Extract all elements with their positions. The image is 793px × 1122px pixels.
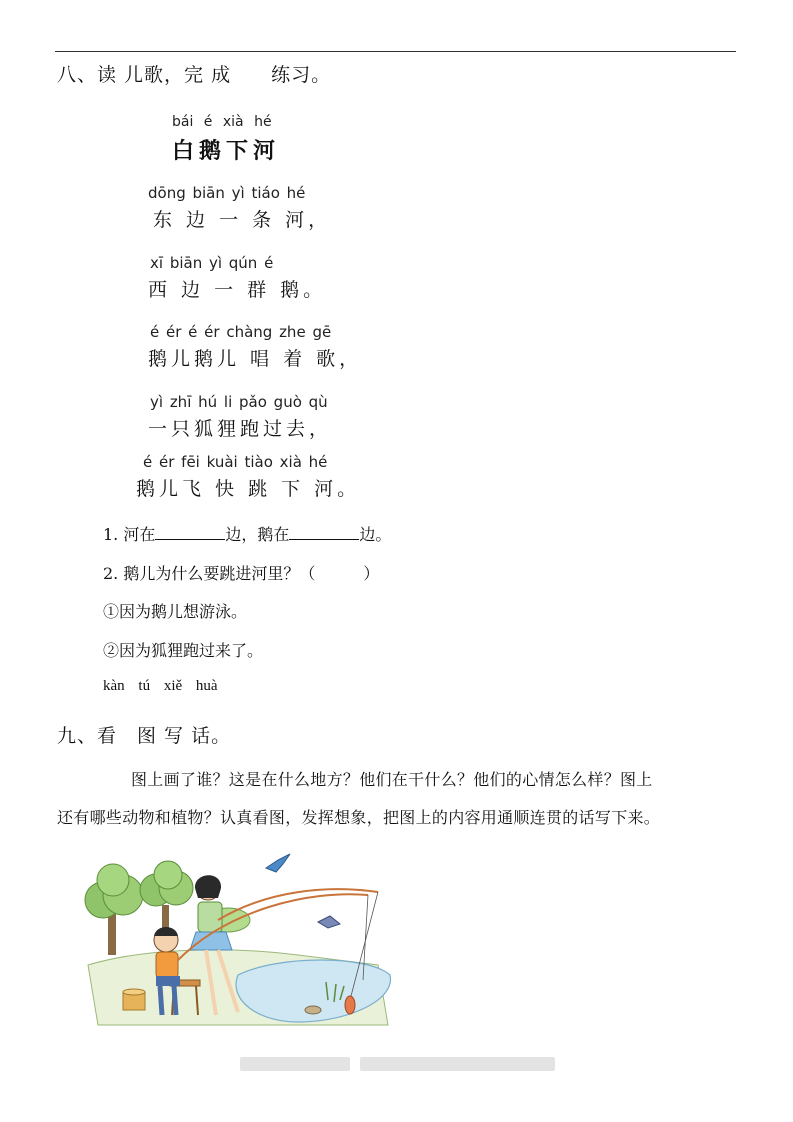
poem-line-2-pinyin: xī biān yì qún é (150, 254, 274, 272)
footer-watermark (240, 1057, 350, 1071)
question-1 (103, 522, 391, 545)
instruction-line-2: 还有哪些动物和植物？认真看图，发挥想象，把图上的内容用通顺连贯的话写下来。 (57, 808, 661, 827)
poem-line-4: 一只狐狸跑过去， (148, 418, 333, 440)
poem-title-pinyin: bái é xià hé (172, 114, 272, 130)
bird-icon (266, 854, 290, 872)
poem-line-5: 鹅儿飞 快 跳 下 河。 (136, 478, 361, 500)
question-2-text: 2. 鹅儿为什么要跳进河里？（ (103, 564, 316, 583)
section-9-pinyin: kàn tú xiě huà (103, 678, 218, 694)
poem-line-1: 东 边 一 条 河， (153, 209, 332, 231)
poem-line-2: 西 边 一 群 鹅。 (148, 279, 327, 301)
footer-watermark (360, 1057, 555, 1071)
poem-line-5-pinyin: é ér fēi kuài tiào xià hé (143, 453, 328, 471)
question-2 (103, 561, 379, 584)
poem-line-1-pinyin: dōng biān yì tiáo hé (148, 184, 306, 202)
question-1-part-a: 1. 河在 (103, 525, 156, 544)
question-2-end: ） (363, 564, 380, 583)
answer-blank-1[interactable] (155, 525, 225, 540)
poem-line-3: 鹅儿鹅儿 唱 着 歌， (148, 348, 363, 370)
section-9-heading: 九、看 图 写 话。 (57, 725, 232, 747)
option-2: ②因为狐狸跑过来了。 (103, 641, 264, 660)
tree-left (85, 864, 143, 955)
poem-line-4-pinyin: yì zhī hú li pǎo guò qù (150, 393, 328, 411)
top-rule (55, 51, 736, 52)
answer-blank-2[interactable] (289, 525, 359, 540)
section-8-heading: 八、读 儿歌，完 成 练习。 (57, 64, 332, 86)
bird-icon (318, 916, 340, 928)
question-1-part-b: 边，鹅在 (225, 525, 290, 544)
option-1: ①因为鹅儿想游泳。 (103, 602, 248, 621)
poem-title: 白鹅下河 (172, 139, 281, 164)
question-1-part-c: 边。 (359, 525, 392, 544)
poem-line-3-pinyin: é ér é ér chàng zhe gē (150, 323, 332, 341)
instruction-line-1: 图上画了谁？这是在什么地方？他们在干什么？他们的心情怎么样？图上 (131, 770, 653, 789)
fishing-illustration (78, 850, 398, 1030)
